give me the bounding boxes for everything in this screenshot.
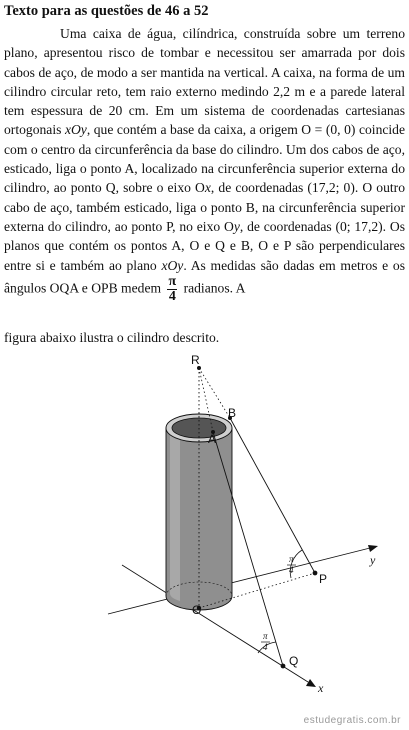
dotted-R-B [199,368,230,418]
label-O: O [192,603,202,617]
label-Q: Q [289,654,299,668]
problem-paragraph [4,24,405,304]
paragraph-text-2: , que contém a base da caixa, a origem O = (0, 0) coincide com o centro da circunferência da base do cilindro. Um dos cabos de aço, esticado, liga o ponto A, localizado na circunferência superior externa do cilindro, ao ponto Q, sobre o eixo O [4,122,406,196]
x-axis-arrow [306,679,316,687]
fraction-pi-over-4 [167,275,177,304]
label-x: x [318,681,324,695]
plane-xoy-2: xOy [161,257,184,273]
paragraph-text-1: Uma caixa de água, cilíndrica, construída sobre um terreno plano, apresentou risco de tombar e necessitou ser amarrada por dois cabos de aço, de modo a ser mantida na vertical. A caixa, na forma de um cilindro circular reto, tem raio externo medindo 2,2 m e a parede lateral tem espessura de 20 cm. Em um sistema de coordenadas cartesianas ortogonais [4,26,405,138]
angle-P-denominator: 4 [289,565,294,575]
paragraph-text-4: , de coordenadas (0; 17,2). Os planos que contém os pontos A, O e Q e B, O e P são perpendiculares entre si e também ao plano [4,218,405,273]
cylinder-shading [170,430,180,601]
paragraph-text-5: . As medidas são dadas em metros e os ângulos OQA e OPB medem [4,257,406,296]
angle-Q-numerator: π [263,631,268,641]
fraction-numerator: π [168,273,177,289]
point-P [313,571,318,576]
label-A: A [208,432,217,446]
label-y: y [370,553,376,567]
point-Q [281,664,286,669]
heading: Texto para as questões de 46 a 52 [4,3,209,19]
watermark: estudegratis.com.br [303,715,401,726]
angle-P-numerator: π [289,554,294,564]
angle-Q-denominator: 4 [263,642,268,652]
plane-xoy: xOy [64,122,87,138]
axis-x: x [204,180,211,196]
y-axis-arrow [368,545,378,552]
label-R: R [191,353,200,367]
label-B: B [228,406,237,420]
paragraph-text-3: , de coordenadas (17,2; 0). O outro cabo de aço, também esticado, liga o ponto B, na circunferência superior externa do cilindro, ao ponto P, no eixo O [4,180,405,234]
paragraph-text-6: radianos. A [183,280,246,296]
figure-caption: figura abaixo ilustra o cilindro descrito. [4,330,220,345]
cylinder-figure [0,350,409,710]
axis-y: y [233,218,240,234]
cable-B-P [230,418,315,573]
fraction-denominator: 4 [168,288,176,304]
label-P: P [319,572,328,586]
